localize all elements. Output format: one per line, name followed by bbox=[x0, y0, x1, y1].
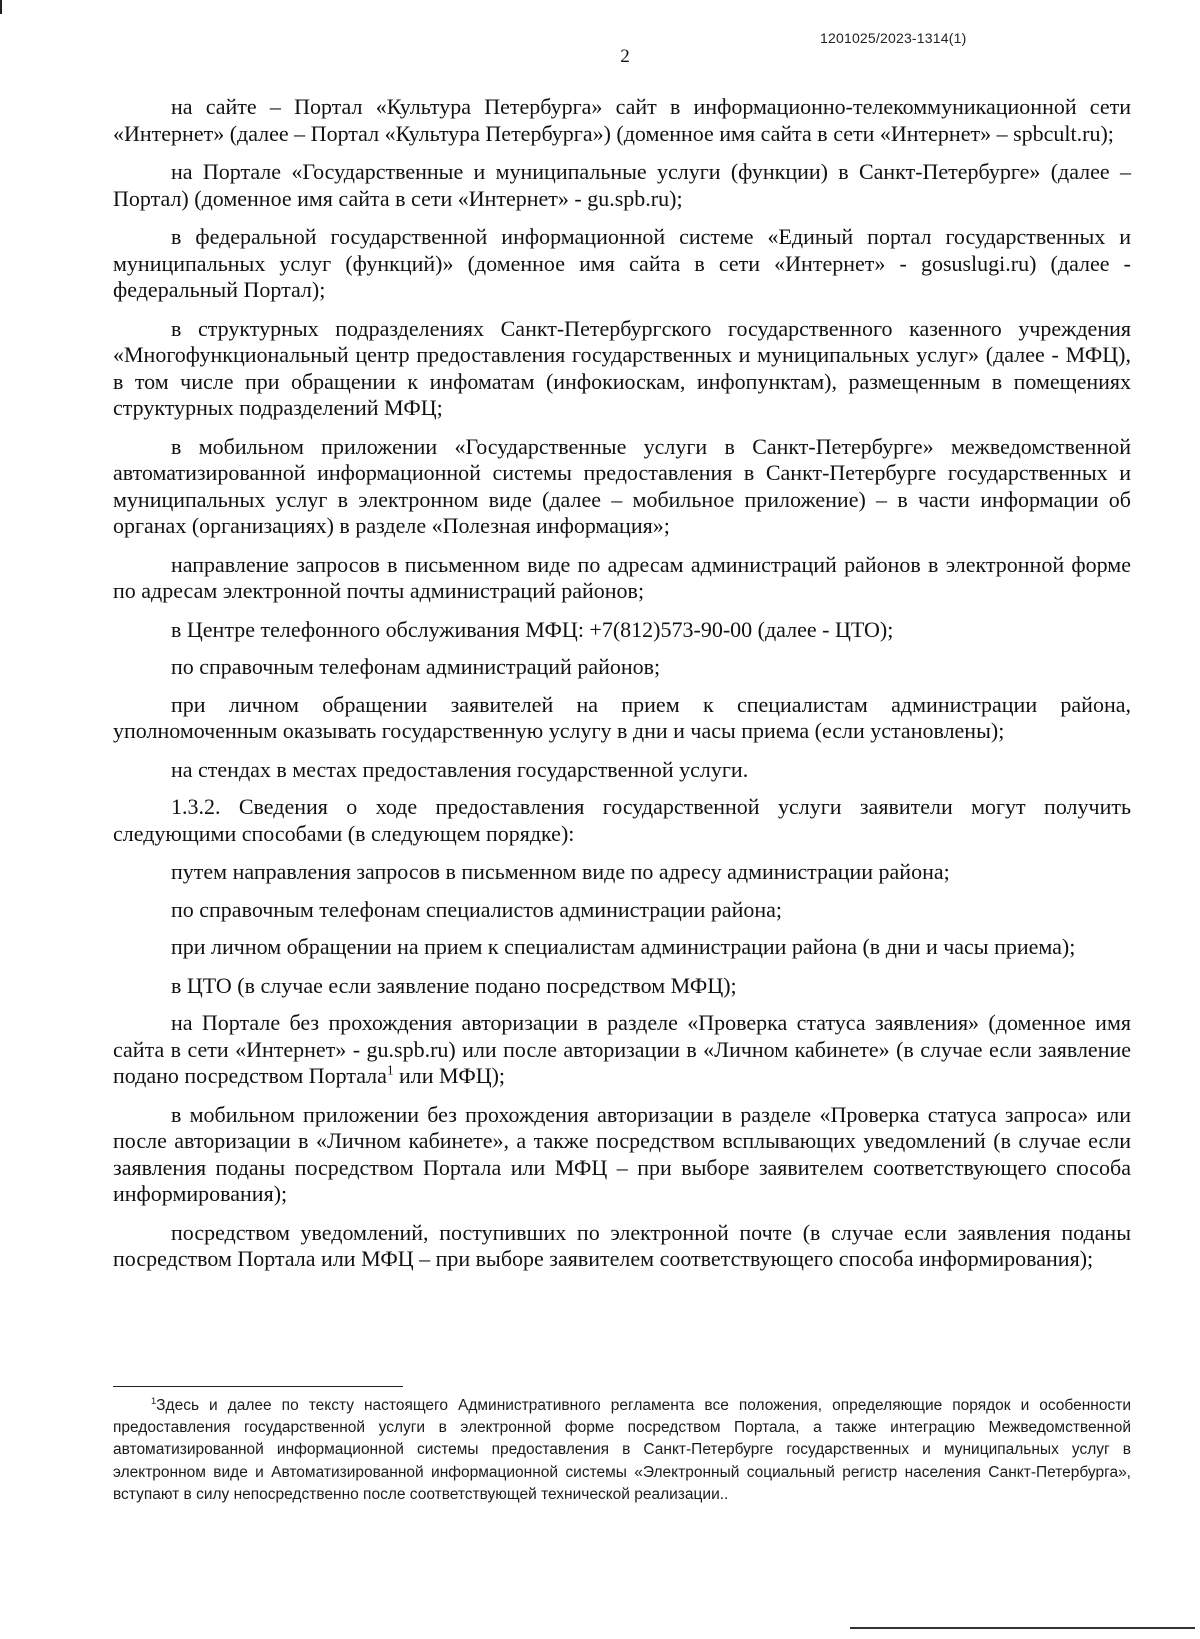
paragraph-federal-portal: в федеральной государственной информационной системе «Единый портал государственных и муниципальных услуг (функций)» (доменное имя сайта в сети «Интернет» - gosuslugi.ru) (далее - федеральный Портал); bbox=[113, 224, 1131, 302]
paragraph-written-requests: направление запросов в письменном виде по адресам администраций районов в электронной форме по адресам электронной почты администраций районов; bbox=[113, 551, 1131, 603]
paragraph-cto: в ЦТО (в случае если заявление подано посредством МФЦ); bbox=[171, 972, 737, 998]
page-number: 2 bbox=[620, 46, 630, 67]
paragraph-mfc: в структурных подразделениях Санкт-Петербургского государственного казенного учреждения «Многофункциональный центр предоставления государственных и муниципальных услуг» (далее - МФЦ), в том числе при обращении к инфоматам (инфокиоскам, инфопунктам), размещенным в помещениях структурных подразделений МФЦ; bbox=[113, 315, 1131, 420]
paragraph-written-address: путем направления запросов в письменном виде по адресу администрации района; bbox=[171, 859, 950, 884]
paragraph-mobile-app: в мобильном приложении «Государственные услуги в Санкт-Петербурге» межведомственной автоматизированной информационной системы предоставления в Санкт-Петербурге государственных и муниципальных услуг в электронном виде (далее – мобильное приложение) – в части информации об органах (организациях) в разделе «Полезная информация»; bbox=[113, 433, 1131, 538]
paragraph-stands: на стендах в местах предоставления государственной услуги. bbox=[171, 756, 749, 782]
document-number: 1201025/2023-1314(1) bbox=[820, 30, 967, 46]
paragraph-specialist-phones: по справочным телефонам специалистов администрации района; bbox=[171, 896, 783, 922]
portal-status-text-end: или МФЦ); bbox=[393, 1063, 506, 1088]
scan-edge-mark bbox=[0, 0, 2, 14]
footnote bbox=[113, 1395, 1131, 1506]
paragraph-district-phones: по справочным телефонам администраций районов; bbox=[171, 654, 661, 679]
paragraph-personal-visit: при личном обращении заявителей на прием к специалистам администрации района, уполномоченным оказывать государственную услугу в дни и часы приема (если установлены); bbox=[113, 691, 1131, 743]
footnote-text: Здесь и далее по тексту настоящего Административного регламента все положения, определяющие порядок и особенности предоставления государственной услуги в электронной форме посредством Портала, а также интеграцию Межведомственной автоматизированной информационной системы предоставления в Санкт-Петербурге государственных и муниципальных услуг в электронном виде и Автоматизированной информационной системы «Электронный социальный регистр населения Санкт-Петербурга», вступают в силу непосредственно после соответствующей технической реализации.. bbox=[113, 1397, 1131, 1503]
document-body bbox=[113, 94, 1131, 1285]
paragraph-mobile-status: в мобильном приложении без прохождения авторизации в разделе «Проверка статуса запроса» или после авторизации в «Личном кабинете», а также посредством всплывающих уведомлений (в случае если заявления поданы посредством Портала или МФЦ – при выборе заявителем соответствующего способа информирования); bbox=[113, 1101, 1131, 1206]
paragraph-call-center: в Центре телефонного обслуживания МФЦ: +7(812)573-90-00 (далее - ЦТО); bbox=[171, 616, 894, 642]
paragraph-portal-status bbox=[113, 1010, 1131, 1090]
paragraph-specialist-visit: при личном обращении на прием к специалистам администрации района (в дни и часы приема); bbox=[171, 934, 1076, 959]
scan-bottom-edge bbox=[850, 1627, 1195, 1629]
footnote-mark: 1 bbox=[151, 1395, 157, 1406]
footnote-reference: 1 bbox=[386, 1062, 394, 1078]
footnote-separator bbox=[113, 1386, 403, 1387]
paragraph-spb-portal: на Портале «Государственные и муниципальные услуги (функции) в Санкт-Петербурге» (далее – Портал) (доменное имя сайта в сети «Интернет» - gu.spb.ru); bbox=[113, 159, 1131, 211]
paragraph-email-notifications: посредством уведомлений, поступивших по электронной почте (в случае если заявления поданы посредством Портала или МФЦ – при выборе заявителем соответствующего способа информирования); bbox=[113, 1219, 1131, 1271]
paragraph-section-1-3-2: 1.3.2. Сведения о ходе предоставления государственной услуги заявители могут получить следующими способами (в следующем порядке): bbox=[113, 794, 1131, 846]
paragraph-culture-portal: на сайте – Портал «Культура Петербурга» сайт в информационно-телекоммуникационной сети «Интернет» (далее – Портал «Культура Петербурга») (доменное имя сайта в сети «Интернет» – spbcult.ru); bbox=[113, 94, 1131, 146]
portal-status-text: на Портале без прохождения авторизации в разделе «Проверка статуса заявления» (доменное имя сайта в сети «Интернет» - gu.spb.ru) или после авторизации в «Личном кабинете» (в случае если заявление подано посредством Портала bbox=[113, 1010, 1131, 1088]
